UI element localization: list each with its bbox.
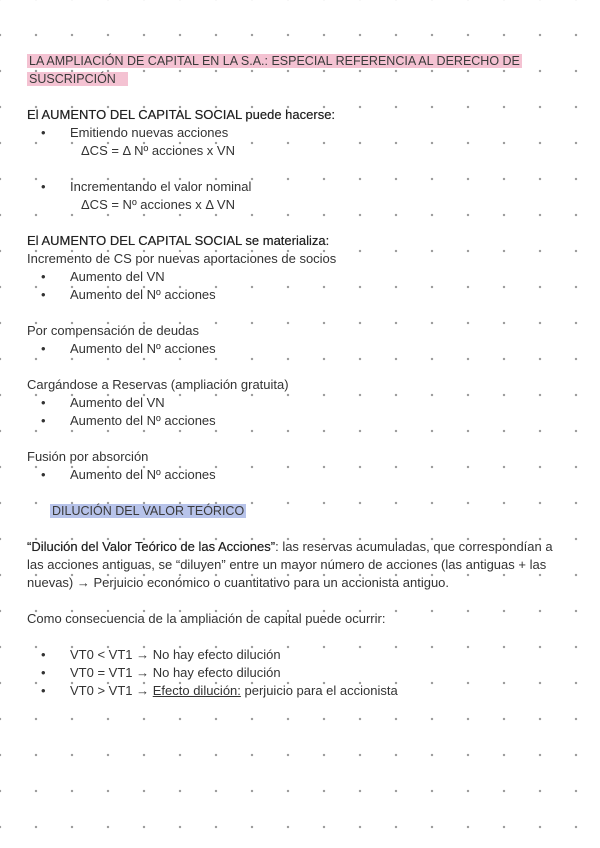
aumento-heading: El AUMENTO DEL CAPITAL SOCIAL puede hacerse: — [27, 107, 336, 122]
dilucion-definition-paragraph — [27, 538, 572, 592]
group-3-item-2: Aumento del Nº acciones — [70, 413, 216, 428]
aumento-item-1: Emitiendo nuevas acciones — [70, 125, 229, 140]
group-1-title: Incremento de CS por nuevas aportaciones de socios — [27, 251, 337, 266]
group-4-item-1: Aumento del Nº acciones — [70, 467, 216, 482]
case-3-suffix: perjuicio para el accionista — [240, 683, 398, 698]
group-2-item-1: Aumento del Nº acciones — [70, 341, 216, 356]
dilucion-quote: “Dilución del Valor Teórico de las Acciones” — [27, 539, 276, 554]
formula-2: ΔCS = Nº acciones x Δ VN — [81, 197, 235, 212]
materializa-heading: El AUMENTO DEL CAPITAL SOCIAL se materializa: — [27, 233, 330, 248]
document-title-line-1 — [27, 52, 522, 70]
case-3-underlined: Efecto dilución: — [152, 683, 241, 698]
group-4-title: Fusión por absorción — [27, 449, 149, 464]
dilucion-heading-highlight: DILUCIÓN DEL VALOR TEÓRICO — [52, 504, 245, 518]
title-highlight-2: SUSCRIPCIÓN — [27, 72, 128, 86]
case-3-prefix: VT0 > VT1 → — [70, 683, 153, 698]
group-2-title: Por compensación de deudas — [27, 323, 200, 338]
case-1: VT0 < VT1 → No hay efecto dilución — [70, 647, 281, 662]
group-3-item-1: Aumento del VN — [70, 395, 165, 410]
formula-1: ΔCS = Δ Nº acciones x VN — [81, 143, 235, 158]
dilucion-definition: : las reservas acumuladas, que correspondían a las acciones antiguas, se “diluyen” entre un mayor número de acciones (las antiguas + las nuevas) → Perjuicio económico o cuantitativo para un accionista antiguo. — [27, 539, 553, 590]
consequence-text: Como consecuencia de la ampliación de capital puede ocurrir: — [27, 611, 386, 626]
aumento-item-2: Incrementando el valor nominal — [70, 179, 252, 194]
case-3 — [70, 682, 398, 700]
title-highlight-1: LA AMPLIACIÓN DE CAPITAL EN LA S.A.: ESPECIAL REFERENCIA AL DERECHO DE — [29, 54, 520, 68]
group-3-title: Cargándose a Reservas (ampliación gratuita) — [27, 377, 289, 392]
case-2: VT0 = VT1 → No hay efecto dilución — [70, 665, 281, 680]
document-title-line-2 — [27, 70, 128, 88]
group-1-item-1: Aumento del VN — [70, 269, 165, 284]
dilucion-heading — [50, 502, 246, 520]
group-1-item-2: Aumento del Nº acciones — [70, 287, 216, 302]
